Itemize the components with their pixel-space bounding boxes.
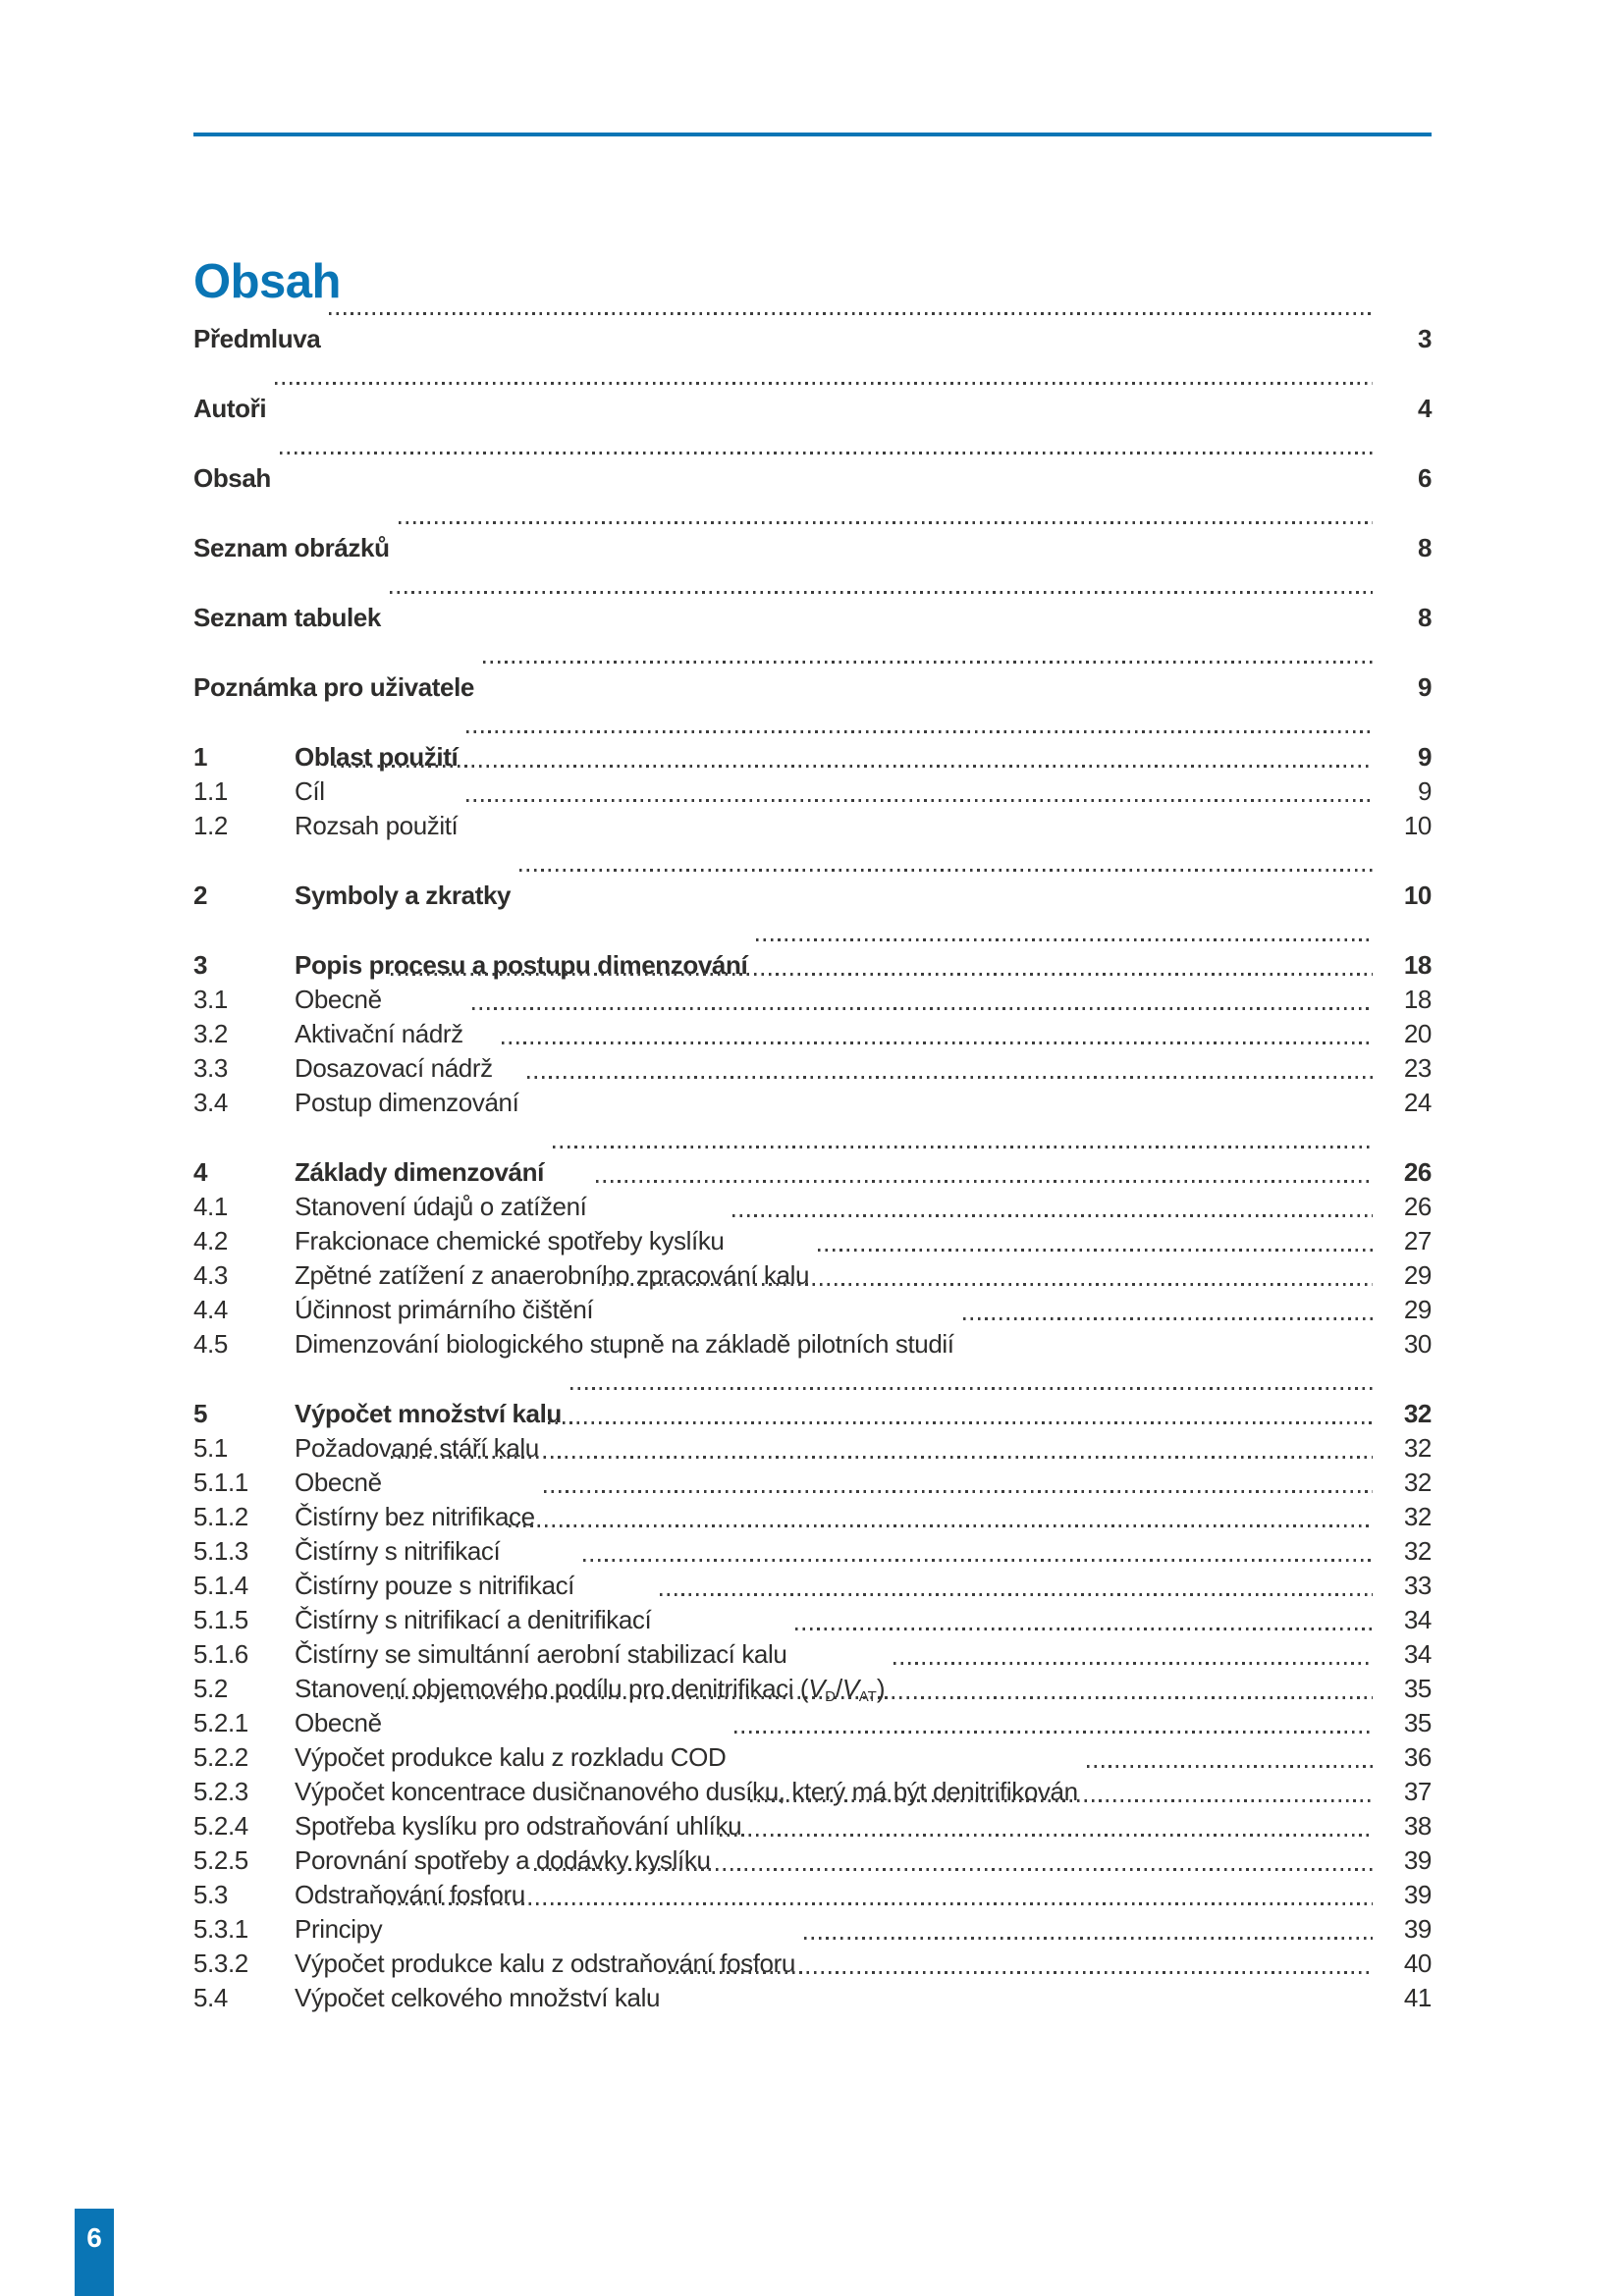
toc-entry-number: 5.2.4: [193, 1811, 248, 1841]
toc-group: [193, 1397, 1432, 2015]
toc-entry-number: 5.2.5: [193, 1845, 248, 1875]
toc-entry-label: Výpočet produkce kalu z rozkladu COD: [295, 1742, 727, 1772]
toc-group: [193, 531, 1432, 565]
toc-entry-number: 5.4: [193, 1983, 228, 2012]
toc-group: [193, 1155, 1432, 1362]
toc-page-number: 32: [1403, 1433, 1432, 1463]
toc-entry[interactable]: [193, 879, 1432, 913]
toc-page-number: 35: [1403, 1674, 1432, 1703]
toc-page-number: 6: [1417, 463, 1432, 493]
toc-entry-number: 3.2: [193, 1019, 228, 1048]
toc-entry[interactable]: [193, 1431, 1432, 1466]
footer-page-number: 6: [86, 2222, 102, 2253]
toc-entry[interactable]: [193, 1843, 1432, 1878]
toc-page-number: 4: [1417, 394, 1432, 423]
toc-entry[interactable]: [193, 1051, 1432, 1086]
toc-entry-label: Výpočet množství kalu: [295, 1399, 562, 1428]
toc-entry-number: 4.3: [193, 1260, 228, 1290]
toc-group: [193, 392, 1432, 426]
toc-entry[interactable]: [193, 461, 1432, 496]
toc-entry[interactable]: [193, 740, 1432, 774]
toc-group: [193, 601, 1432, 635]
toc-entry-number: 5.2.3: [193, 1777, 248, 1806]
formula-subscript: AT: [858, 1688, 877, 1705]
toc-entry-label: Obsah: [193, 463, 271, 493]
toc-entry-label: Seznam obrázků: [193, 533, 390, 562]
toc-entry-label: [295, 1672, 885, 1706]
toc-entry-number: 5.1.2: [193, 1502, 248, 1531]
toc-entry[interactable]: [193, 322, 1432, 356]
toc-entry-label: Odstraňování fosforu: [295, 1880, 525, 1909]
toc-entry-number: 5.1.4: [193, 1571, 248, 1600]
toc-page-number: 20: [1403, 1019, 1432, 1048]
toc-entry-number: 4.2: [193, 1226, 228, 1255]
toc-entry-number: 4.1: [193, 1192, 228, 1221]
toc-page-number: 26: [1403, 1192, 1432, 1221]
toc-entry-number: 3.3: [193, 1053, 228, 1083]
toc-entry[interactable]: [193, 774, 1432, 809]
toc-entry-label: Účinnost primárního čištění: [295, 1295, 594, 1324]
toc-entry-label: Čistírny se simultánní aerobní stabilizací kalu: [295, 1639, 787, 1669]
toc-entry-label: Obecně: [295, 985, 382, 1014]
toc-entry[interactable]: [193, 1706, 1432, 1740]
toc-entry-number: 4: [193, 1157, 208, 1187]
toc-page-number: 39: [1403, 1845, 1432, 1875]
toc-entry[interactable]: [193, 1086, 1432, 1120]
toc-entry-label: Obecně: [295, 1708, 382, 1737]
toc-entry-label: Porovnání spotřeby a dodávky kyslíku: [295, 1845, 711, 1875]
toc-entry-number: 5.1.1: [193, 1468, 248, 1497]
toc-entry[interactable]: [193, 1155, 1432, 1190]
toc-page-number: 10: [1403, 811, 1432, 840]
toc-entry[interactable]: [193, 670, 1432, 705]
toc-entry-number: 5.3.1: [193, 1914, 248, 1944]
toc-entry-number: 1: [193, 742, 208, 772]
toc-entry[interactable]: [193, 1809, 1432, 1843]
toc-entry-label: Poznámka pro uživatele: [193, 672, 474, 702]
toc-entry-label: Čistírny s nitrifikací a denitrifikací: [295, 1605, 652, 1634]
page-number-box: [75, 2209, 114, 2296]
toc-entry-number: 5.2.1: [193, 1708, 248, 1737]
toc-page-number: 38: [1403, 1811, 1432, 1841]
toc-entry[interactable]: [193, 392, 1432, 426]
toc-entry-label: Seznam tabulek: [193, 603, 381, 632]
toc-entry[interactable]: [193, 1258, 1432, 1293]
toc-entry-label: Stanovení údajů o zatížení: [295, 1192, 587, 1221]
toc-entry-number: 5.2.2: [193, 1742, 248, 1772]
toc-entry[interactable]: [193, 1912, 1432, 1947]
toc-entry-label: Dimenzování biologického stupně na základě pilotních studií: [295, 1329, 954, 1359]
toc-page-number: 27: [1403, 1226, 1432, 1255]
toc-entry[interactable]: [193, 1190, 1432, 1224]
page-title: Obsah: [193, 254, 341, 308]
toc-page-number: 29: [1403, 1260, 1432, 1290]
toc-page-number: 34: [1403, 1605, 1432, 1634]
toc-entry-label: Základy dimenzování: [295, 1157, 544, 1187]
toc-entry-number: 4.5: [193, 1329, 228, 1359]
toc-entry-number: 5.1.3: [193, 1536, 248, 1566]
toc-entry-number: 1.1: [193, 776, 228, 806]
toc-entry[interactable]: [193, 1775, 1432, 1809]
toc-entry-number: 4.4: [193, 1295, 228, 1324]
toc-entry-label: Zpětné zatížení z anaerobního zpracování kalu: [295, 1260, 810, 1290]
toc-entry[interactable]: [193, 983, 1432, 1017]
toc-page-number: 8: [1417, 603, 1432, 632]
toc-entry[interactable]: [193, 531, 1432, 565]
toc-entry-label: Předmluva: [193, 324, 321, 353]
toc-entry[interactable]: [193, 1224, 1432, 1258]
formula-variable: V: [841, 1674, 859, 1703]
toc-page-number: 35: [1403, 1708, 1432, 1737]
toc-entry-number: 5.2: [193, 1674, 228, 1703]
toc-entry[interactable]: [193, 1878, 1432, 1912]
toc-page-number: 40: [1403, 1949, 1432, 1978]
toc-entry[interactable]: [193, 1017, 1432, 1051]
toc-entry-label: Cíl: [295, 776, 325, 806]
toc-entry[interactable]: [193, 1981, 1432, 2015]
toc-entry[interactable]: [193, 1637, 1432, 1672]
toc-page-number: 9: [1417, 776, 1432, 806]
toc-entry[interactable]: [193, 1947, 1432, 1981]
formula-variable: V: [808, 1674, 826, 1703]
toc-page-number: 41: [1403, 1983, 1432, 2012]
toc-entry[interactable]: [193, 1740, 1432, 1775]
toc-entry-label: Výpočet produkce kalu z odstraňování fosforu: [295, 1949, 795, 1978]
toc-entry-label: Aktivační nádrž: [295, 1019, 463, 1048]
toc-page-number: 9: [1417, 672, 1432, 702]
toc-entry[interactable]: [193, 1500, 1432, 1534]
toc-page-number: 34: [1403, 1639, 1432, 1669]
toc-page-number: 32: [1403, 1399, 1432, 1428]
toc-page-number: 24: [1403, 1088, 1432, 1117]
label-text: Stanovení objemového podílu pro denitrifikaci (: [295, 1674, 809, 1703]
toc-page-number: 39: [1403, 1914, 1432, 1944]
toc-page-number: 29: [1403, 1295, 1432, 1324]
label-text: /: [836, 1674, 842, 1703]
toc-entry-number: 5.3: [193, 1880, 228, 1909]
toc-entry-label: Frakcionace chemické spotřeby kyslíku: [295, 1226, 725, 1255]
toc-group: [193, 879, 1432, 913]
toc-entry-label: Oblast použití: [295, 742, 459, 772]
toc-entry-label: Požadované stáří kalu: [295, 1433, 539, 1463]
toc-entry-label: Autoři: [193, 394, 267, 423]
toc-page-number: 32: [1403, 1468, 1432, 1497]
toc-entry-label: Rozsah použití: [295, 811, 459, 840]
toc-entry-number: 3: [193, 950, 208, 980]
label-text: ): [876, 1674, 886, 1703]
toc-entry-label: Popis procesu a postupu dimenzování: [295, 950, 748, 980]
toc-page-number: 32: [1403, 1502, 1432, 1531]
toc-entry[interactable]: [193, 1327, 1432, 1362]
toc-group: [193, 461, 1432, 496]
toc-page-number: 36: [1403, 1742, 1432, 1772]
toc-entry-number: 5.1.6: [193, 1639, 248, 1669]
toc-entry[interactable]: [193, 809, 1432, 843]
toc-page-number: 8: [1417, 533, 1432, 562]
toc-entry[interactable]: [193, 1672, 1432, 1706]
toc-entry[interactable]: [193, 601, 1432, 635]
toc-entry-label: Symboly a zkratky: [295, 881, 512, 910]
toc-entry-label: Spotřeba kyslíku pro odstraňování uhlíku: [295, 1811, 742, 1841]
toc-entry[interactable]: [193, 1534, 1432, 1569]
toc-page-number: 18: [1403, 985, 1432, 1014]
toc-page-number: 10: [1403, 881, 1432, 910]
toc-entry[interactable]: [193, 1293, 1432, 1327]
toc-entry-label: Principy: [295, 1914, 383, 1944]
toc-page-number: 9: [1417, 742, 1432, 772]
toc-entry-number: 1.2: [193, 811, 228, 840]
header-rule: [193, 133, 1432, 136]
toc-entry-number: 2: [193, 881, 208, 910]
toc-entry-label: Výpočet koncentrace dusičnanového dusíku, který má být denitrifikován: [295, 1777, 1078, 1806]
toc-entry-number: 5.3.2: [193, 1949, 248, 1978]
toc-group: [193, 670, 1432, 705]
toc-entry-label: Čistírny pouze s nitrifikací: [295, 1571, 575, 1600]
toc-entry[interactable]: [193, 948, 1432, 983]
toc-page-number: 39: [1403, 1880, 1432, 1909]
toc-group: [193, 948, 1432, 1120]
toc-entry-label: Postup dimenzování: [295, 1088, 519, 1117]
formula-subscript: D: [825, 1688, 836, 1705]
toc-entry-number: 5: [193, 1399, 208, 1428]
toc-page-number: 30: [1403, 1329, 1432, 1359]
toc-entry[interactable]: [193, 1397, 1432, 1431]
table-of-contents: [193, 322, 1432, 2015]
toc-entry-label: Čistírny bez nitrifikace: [295, 1502, 535, 1531]
toc-page-number: 23: [1403, 1053, 1432, 1083]
toc-page-number: 33: [1403, 1571, 1432, 1600]
toc-entry-label: Obecně: [295, 1468, 382, 1497]
toc-entry[interactable]: [193, 1466, 1432, 1500]
toc-entry-label: Dosazovací nádrž: [295, 1053, 493, 1083]
toc-entry-label: Čistírny s nitrifikací: [295, 1536, 501, 1566]
toc-entry[interactable]: [193, 1603, 1432, 1637]
toc-page-number: 37: [1403, 1777, 1432, 1806]
toc-entry-label: Výpočet celkového množství kalu: [295, 1983, 661, 2012]
toc-entry-number: 5.1: [193, 1433, 228, 1463]
toc-entry-number: 5.1.5: [193, 1605, 248, 1634]
toc-entry-number: 3.1: [193, 985, 228, 1014]
toc-entry[interactable]: [193, 1569, 1432, 1603]
toc-group: [193, 740, 1432, 843]
toc-entry-number: 3.4: [193, 1088, 228, 1117]
toc-page-number: 26: [1403, 1157, 1432, 1187]
toc-group: [193, 322, 1432, 356]
toc-page-number: 32: [1403, 1536, 1432, 1566]
toc-page-number: 18: [1403, 950, 1432, 980]
toc-page-number: 3: [1417, 324, 1432, 353]
